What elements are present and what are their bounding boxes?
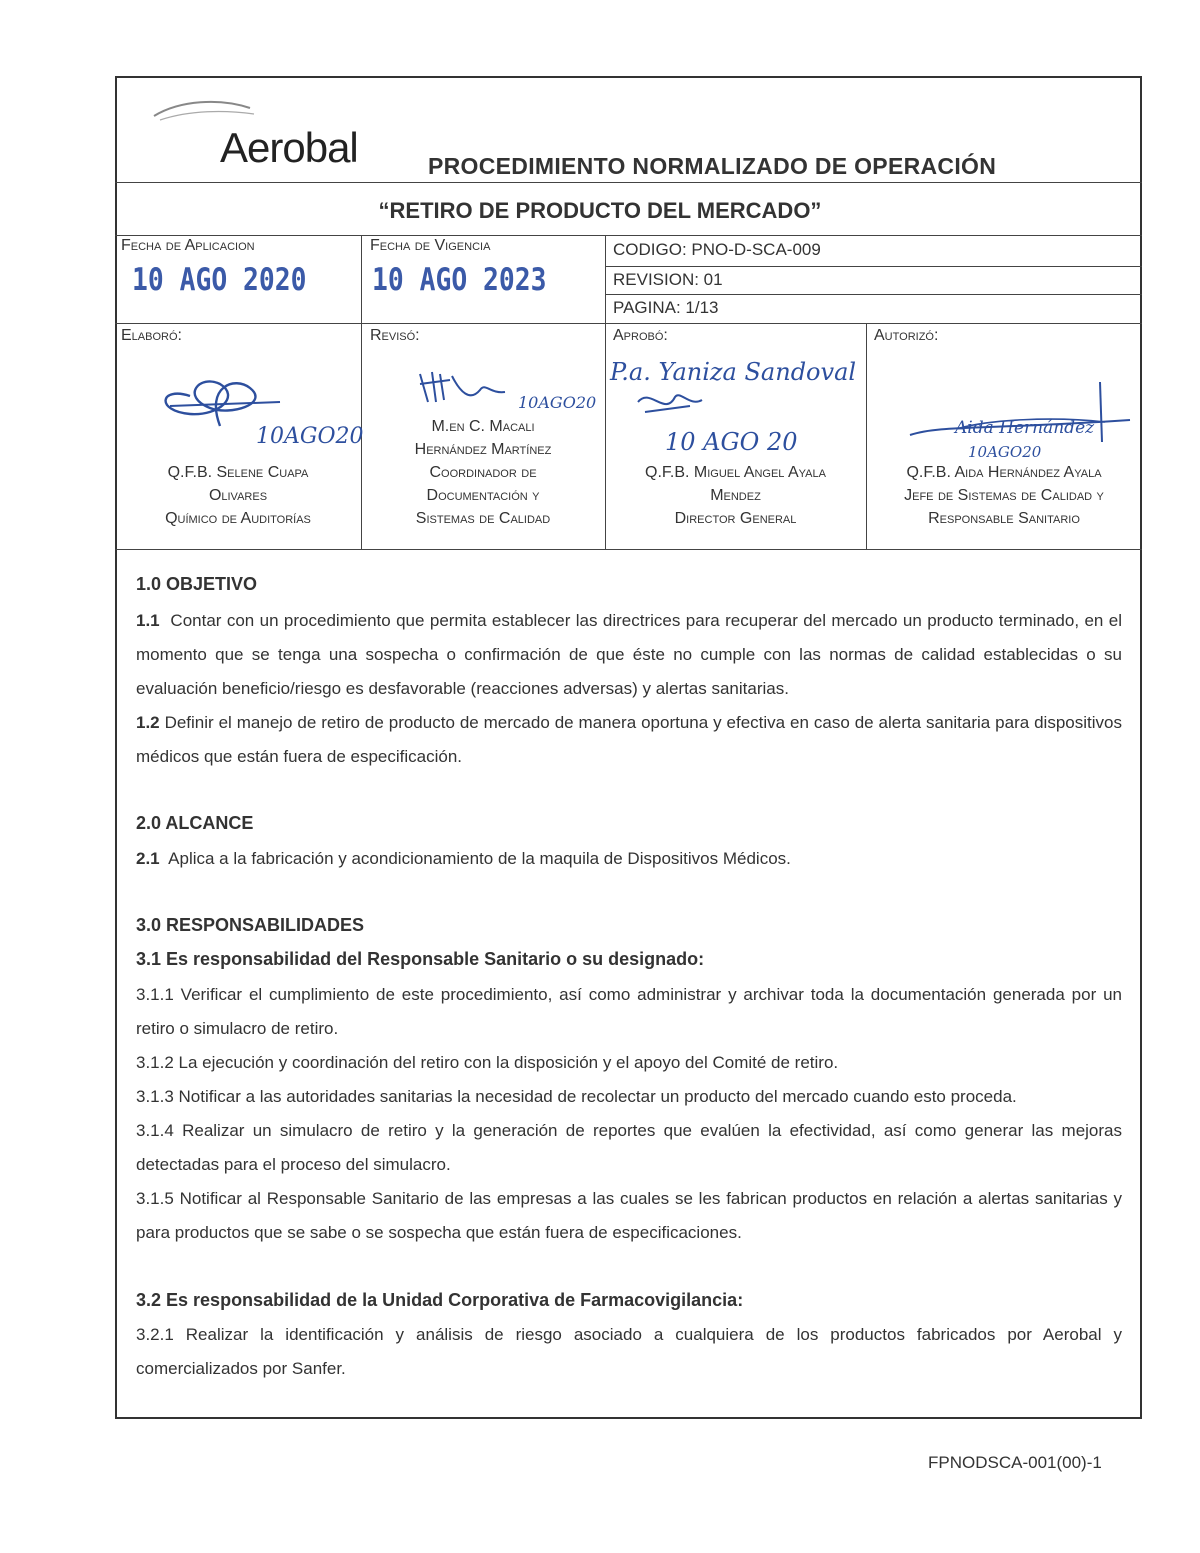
section-3-2-heading: 3.2 Es responsabilidad de la Unidad Corporativa de Farmacovigilancia: — [136, 1290, 744, 1310]
pagina: PAGINA: 1/13 — [613, 298, 719, 317]
document-title: PROCEDIMIENTO NORMALIZADO DE OPERACIÓN — [428, 153, 997, 179]
reviso-signature — [410, 362, 520, 412]
section-1-2-text: Definir el manejo de retiro de producto de mercado de manera oportuna y efectiva en caso de alerta sanitaria para dispositivos médicos que están fuera de especificación. — [136, 713, 1122, 766]
reviso-name2: Hernández Martínez — [414, 441, 552, 458]
rule-signatures-bottom — [115, 549, 1142, 550]
fecha-aplicacion-label: Fecha de Aplicacion — [121, 237, 255, 254]
section-2-1-text: Aplica a la fabricación y acondicionamiento de la maquila de Dispositivos Médicos. — [168, 849, 791, 868]
reviso-date: 10AGO20 — [518, 393, 597, 412]
aerobal-logo: Aerobal — [220, 124, 358, 171]
elaboro-role: Químico de Auditorías — [165, 510, 311, 527]
section-1-1-number: 1.1 — [136, 611, 160, 630]
fecha-vigencia-stamp: 10 AGO 2023 — [372, 262, 547, 298]
aprobo-name2: Mendez — [710, 487, 761, 504]
aprobo-name: Q.F.B. Miguel Angel Ayala — [645, 464, 826, 481]
aprobo-handwritten: P.a. Yaniza Sandoval — [610, 358, 857, 386]
autorizo-signature — [900, 380, 1140, 450]
section-3-1-items — [136, 978, 1122, 1250]
autorizo-role2: Responsable Sanitario — [928, 510, 1080, 527]
section-3-heading: 3.0 RESPONSABILIDADES — [136, 915, 365, 935]
elaboro-caption — [115, 461, 361, 530]
elaboro-name: Q.F.B. Selene Cuapa — [167, 464, 309, 481]
aprobo-role: Director General — [674, 510, 797, 527]
section-3-1-2: 3.1.2 La ejecución y coordinación del retiro con la disposición y el apoyo del Comité de retiro. — [136, 1053, 839, 1072]
aprobo-label: Aprobó: — [613, 327, 668, 344]
fecha-aplicacion-stamp: 10 AGO 2020 — [132, 262, 307, 298]
rule-header-bottom — [115, 182, 1142, 183]
codigo: CODIGO: PNO-D-SCA-009 — [613, 240, 821, 259]
autorizo-handwritten: Aida Hernández — [955, 418, 1095, 438]
reviso-name: M.en C. Macali — [431, 418, 535, 435]
section-3-1-1: 3.1.1 Verificar el cumplimiento de este procedimiento, así como administrar y archivar toda la documentación generada por un retiro o simulacro de retiro. — [136, 985, 1122, 1038]
elaboro-date: 10AGO20 — [256, 424, 364, 449]
reviso-role3: Sistemas de Calidad — [415, 510, 551, 527]
section-2-1-number: 2.1 — [136, 849, 160, 868]
footer-code: FPNODSCA-001(00)-1 — [928, 1453, 1102, 1472]
section-3-2-items — [136, 1318, 1122, 1386]
reviso-role2: Documentación y — [426, 487, 540, 504]
autorizo-role: Jefe de Sistemas de Calidad y — [904, 487, 1104, 504]
section-3-1-3: 3.1.3 Notificar a las autoridades sanitarias la necesidad de recolectar un producto del mercado cuando esto proceda. — [136, 1087, 1017, 1106]
aprobo-signature — [630, 382, 710, 422]
autorizo-date: 10AGO20 — [968, 443, 1042, 461]
section-2-heading: 2.0 ALCANCE — [136, 813, 254, 833]
reviso-label: Revisó: — [370, 327, 420, 344]
autorizo-label: Autorizó: — [874, 327, 939, 344]
reviso-caption — [361, 415, 605, 530]
revision: REVISION: 01 — [613, 270, 723, 289]
elaboro-label: Elaboró: — [121, 327, 182, 344]
elaboro-name2: Olivares — [208, 487, 268, 504]
reviso-role: Coordinador de — [429, 464, 537, 481]
aerobal-swoosh-icon — [150, 96, 260, 126]
section-1-2-number: 1.2 — [136, 713, 160, 732]
section-1-heading: 1.0 OBJETIVO — [136, 574, 258, 594]
section-1-1 — [136, 604, 1122, 774]
fecha-vigencia-label: Fecha de Vigencia — [370, 237, 491, 254]
section-3-1-heading: 3.1 Es responsabilidad del Responsable Sanitario o su designado: — [136, 949, 705, 969]
rule-dates-bottom — [115, 323, 1142, 324]
autorizo-caption — [866, 461, 1142, 530]
document-subtitle: “RETIRO DE PRODUCTO DEL MERCADO” — [378, 198, 822, 223]
aprobo-caption — [605, 461, 866, 530]
section-1-1-text: Contar con un procedimiento que permita establecer las directrices para recuperar del mercado un producto terminado, en el momento que se tenga una sospecha o confirmación de que éste no cumple con las normas de calidad establecidas o su evaluación beneficio/riesgo es desfavorable (reacciones adversas) y alertas sanitarias. — [136, 611, 1122, 698]
section-3-1-5: 3.1.5 Notificar al Responsable Sanitario de las empresas a las cuales se les fabrican productos en relación a alertas sanitarias y para productos que se sabe o se sospecha que están fuera de especificaciones. — [136, 1189, 1122, 1242]
autorizo-name: Q.F.B. Aida Hernández Ayala — [906, 464, 1102, 481]
rule-revision — [605, 294, 1142, 295]
rule-codigo — [605, 266, 1142, 267]
rule-subtitle-bottom — [115, 235, 1142, 236]
section-3-1-4: 3.1.4 Realizar un simulacro de retiro y la generación de reportes que evalúen la efectividad, así como generar las mejoras detectadas para el proceso del simulacro. — [136, 1121, 1122, 1174]
aprobo-date: 10 AGO 20 — [665, 428, 798, 456]
section-3-2-1: 3.2.1 Realizar la identificación y análisis de riesgo asociado a cualquiera de los productos fabricados por Aerobal y comercializados por Sanfer. — [136, 1325, 1122, 1378]
section-2-1 — [136, 842, 1122, 876]
